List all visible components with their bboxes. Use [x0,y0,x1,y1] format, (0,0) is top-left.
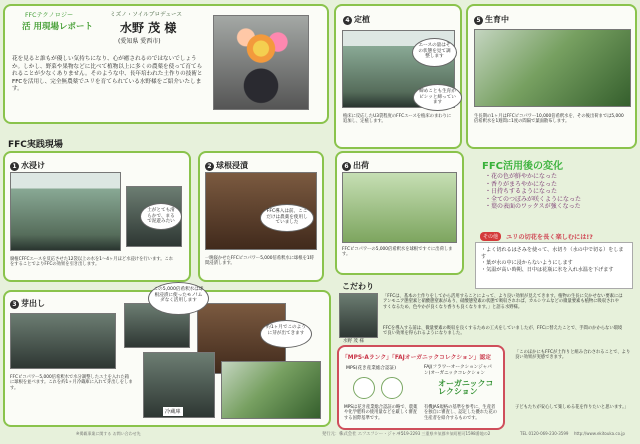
sprouting-photo-1 [10,313,116,369]
shipping-heading: 6 出荷 [342,160,369,171]
ffc-tech-label: FFCテクノロジー [25,12,74,19]
commitment-text-2: FFCを導入する前は、微量要素の吸収を良くするための工夫をしていましたが、FFCに替えたことで、手間のかからない環境で良い効果を得られるようになりました。 [383,326,623,337]
commitment-text: 「FFCは、基本の土作りをしてから活用することによって、より良い効果が見えてきます。植物の生長に欠かせない要素にはアンモニア態窒素と硝酸態窒素があり、硝酸態窒素の状態で吸収されれば、カルシウムなどの微量要素も植物に吸収されやすくなるため、色やかが良くなり香りも良くなります。」と語る水野様。 [383,294,623,310]
footer-url: http://www.ekitouka.co.jp [574,431,625,436]
shipping-photo [342,172,457,243]
lily-tip-item: ・葉が水の中に浸からないようにします [481,260,573,267]
sprout-tray-photo [221,361,321,419]
sprouting-bubble: この5,000倍希釈水は球根浸漬に使ったモノ!ムダなく活用します [148,282,209,315]
growth-caption: 生長期の1ヶ月はFFCピコパワー10,000倍希釈水を、その後出荷までは5,000倍希釈水を1週間に1度の間隔で葉面散布します。 [474,114,624,125]
change-item: ・日持ちするようになった [485,188,558,195]
lily-tip-item: ・よく切れるはさみを使って、水切り（水の中で切る）をします [481,247,624,260]
sprouting-bubble-2: 約1ヶ月でこのように芽が出てきます [260,320,312,348]
soaking-note: 土がとても滑らかで、まるで泥遊みたい [140,203,182,230]
ffc-practice-heading: FFC実践現場 [8,140,63,150]
change-item: ・香りがまろやかになった [485,180,558,188]
bulb-caption: 一晩寝かせたFFCピコパワー5,000倍希釈水に球根を1時間浸漬します。 [205,256,314,267]
speaker-label: 水野 茂 様 [343,339,364,344]
certification-title: 「MPS-Aランク」「FAJオーガニックコレクション」認定 [342,355,492,361]
change-item: ・花の色が鮮やかになった [485,173,558,180]
changes-list [485,173,630,211]
planting-caption: 植床に反応したU3袋程度のFFCエースを植床のまわりに追加し、定植します。 [343,114,452,125]
footer-left: ※掲載事業に関する お問い合わせ先 [76,431,141,436]
faj-logo [381,377,403,399]
change-item: ・葉の表面のワックスが強くなった [485,203,581,210]
sprouting-caption: FFCピコパワー5,000倍希釈水で水分調整したエ土を入れた箱に球根を並べます。これを約1ヶ月冷蔵庫に入れて芽出しをします。 [10,375,133,391]
fridge-label: 冷蔵庫 [165,409,181,415]
change-item: ・全てのつぼみが咲くようになった [485,195,582,203]
organic-logo: オーガニックコレクション [438,379,494,396]
planting-heading: 4 定植 [343,14,370,25]
person-name: 水野 茂 様 [120,21,177,35]
usage-report-title: 活 用現場レポート [22,22,93,32]
mps-note: MPSは花き産業総合認証の略で、農薬や化学肥料の使用量などを厳しく審査する国際基準です。 [344,405,418,421]
producer-label: ミズノ・ソイルプロデュース [110,12,182,18]
flower-photo [213,15,309,110]
footer-publisher: 発行元：株式会社 エフエフシー・ジャパン [322,432,405,437]
soaking-photo [10,172,121,251]
bulb-heading: 2 球根浸漬 [205,160,248,171]
mps-label: MPS(花き産業総合認証) [346,366,396,371]
faj-note: 有機JAS規格の基準を参考に、生産者を独自に審査し、認定した優れた花の生産者を紹介するものです。 [424,405,498,421]
right-note-2: 子どもたちが安心して楽しめる花を作りたいと思います。」 [515,405,629,410]
footer-address: 〒519-2293 三重県多気郡多気町相可1598番地の2 [397,431,491,436]
growth-heading: 5 生育中 [474,14,509,25]
growth-bubble: 締めことも生育がピシッと締っています [413,84,462,111]
location: (愛知県 愛西市) [118,38,161,45]
soaking-heading: 1 水浸け [10,160,45,171]
footer-tel: TEL 0120-069-230-3599 [520,431,569,436]
sprouting-heading: 3 芽出し [10,298,45,309]
shipping-caption: FFCピコパワーの5,000倍希釈水を球根ですぐに出荷します。 [342,247,453,258]
bulb-note: FFC導入は前、ここだけは農薬を使用していました [260,204,314,232]
intro-text: 花を見ると誰もが優しい気持ちになり、心が癒されるのではないでしょうか。しかし、野菜や果物などに比べて植物以上に多くの農薬を使って育てられることが少なくありません。そのような中、長年培われた土作りの技術とFFCを活用し、完全無農薬でユリを育てられている水野様をご紹介いたします。 [12,56,203,93]
lily-tip-title: ユリの切花を長く楽しむには!? [506,234,593,241]
growth-photo [474,29,631,107]
faj-label: FAJ(フラワーオークションジャパン)オーガニックコレクション [424,365,492,376]
mps-logo [353,377,375,399]
commitment-title: こだわり [342,282,374,291]
other-badge: その他 [480,232,501,241]
changes-title: FFC活用後の変化 [482,161,564,172]
speaker-photo [339,293,378,338]
planting-bubble: エースの量はその状態を見て調整します [412,38,457,67]
lily-tip-box [475,242,633,289]
lily-tip-item: ・気温が高い時期、日中は花瓶に氷を入れ水温を下げます [481,266,614,273]
right-note: 「このほかにもFFCが土作りと組み合わされることで、より良い効果が実感できます。 [515,350,631,361]
soaking-caption: 腐植CFFCエースを反応させた12袋以上の水を1～4ヶ月ほど水浸けを行います。これをすることでよりFFCの効果を引き出します。 [10,257,174,268]
